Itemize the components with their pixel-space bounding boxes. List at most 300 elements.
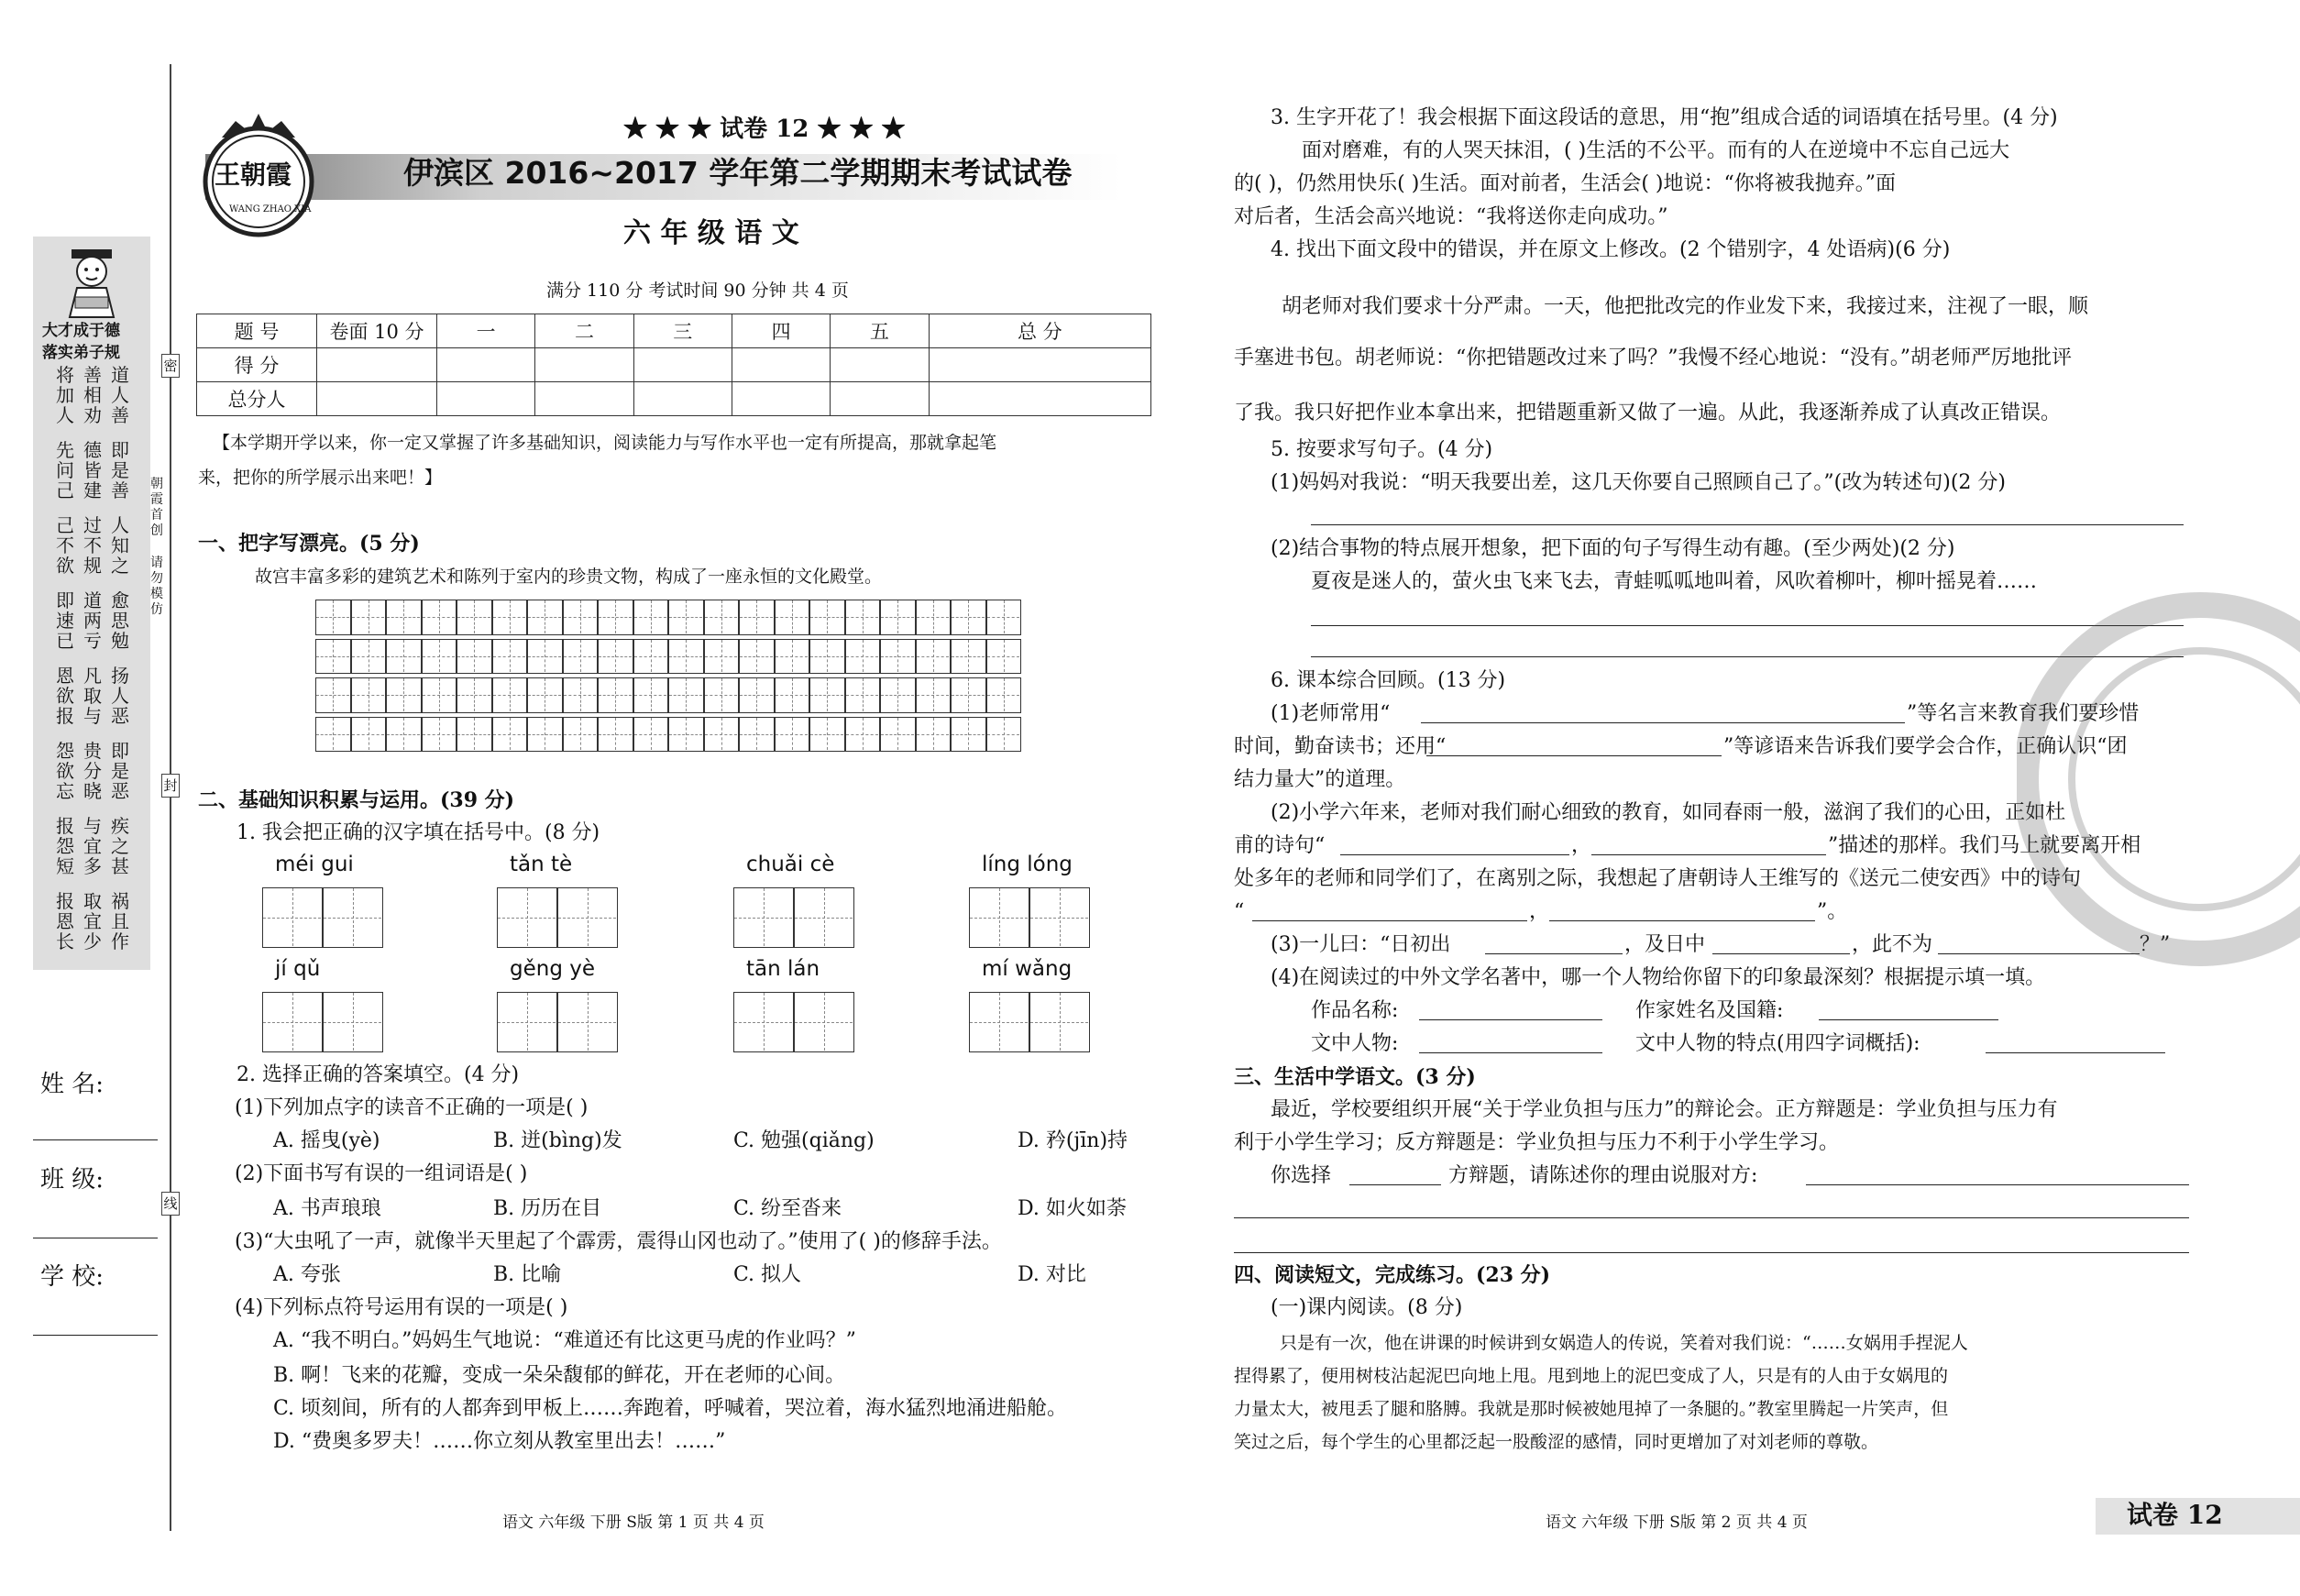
cell-guide bbox=[599, 656, 632, 657]
character-box[interactable] bbox=[262, 992, 323, 1052]
q6-2d: ”描述的那样。我们马上就要离开相 bbox=[1828, 834, 2141, 857]
writing-cell[interactable] bbox=[633, 717, 669, 753]
writing-cell[interactable] bbox=[492, 600, 528, 635]
character-box[interactable] bbox=[497, 887, 557, 948]
section-4-title: 四、阅读短文，完成练习。(23 分) bbox=[1234, 1263, 1551, 1287]
q6-1a: (1)老师常用“ bbox=[1271, 702, 1391, 725]
writing-cell[interactable] bbox=[386, 600, 422, 635]
writing-cell[interactable] bbox=[457, 677, 492, 713]
cell-guide bbox=[263, 1022, 321, 1023]
writing-cell[interactable] bbox=[916, 717, 952, 753]
slogan-2: 落实弟子规 bbox=[42, 344, 120, 362]
writing-cell[interactable] bbox=[704, 600, 740, 635]
score-header-cell: 总 分 bbox=[929, 314, 1150, 348]
writing-cell[interactable] bbox=[527, 600, 563, 635]
option[interactable]: A. 摇曳(yè) bbox=[273, 1129, 380, 1152]
cell-guide bbox=[669, 617, 702, 618]
writing-cell[interactable] bbox=[668, 677, 704, 713]
question-2-5: 5. 按要求写句子。(4 分) bbox=[1271, 438, 1493, 461]
score-header-cell: 二 bbox=[535, 314, 633, 348]
score-header-cell: 题 号 bbox=[197, 314, 317, 348]
option[interactable]: D. “费奥多罗夫！……你立刻从教室里出去！……” bbox=[273, 1430, 726, 1453]
q3-line-2: 的( )，仍然用快乐( )生活。面对前者，生活会( )地说：“你将被我抛弃。”面 bbox=[1234, 172, 1896, 195]
writing-cell[interactable] bbox=[351, 600, 387, 635]
motto-column: 即速已 bbox=[56, 589, 74, 652]
motto-column: 即是恶 bbox=[111, 740, 129, 802]
cell-guide bbox=[316, 656, 349, 657]
cell-guide bbox=[669, 656, 702, 657]
cell-guide bbox=[952, 617, 985, 618]
binding-line bbox=[170, 64, 171, 1531]
question-2-2-3: (3)“大虫吼了一声，就像半天里起了个霹雳，震得山冈也动了。”使用了( )的修辞手法。 bbox=[235, 1230, 1002, 1253]
writing-cell[interactable] bbox=[809, 717, 845, 753]
cell-guide bbox=[423, 617, 456, 618]
score-header-row bbox=[197, 314, 1151, 348]
score-cell[interactable] bbox=[535, 348, 633, 382]
cell-guide bbox=[705, 617, 738, 618]
writing-cell[interactable] bbox=[739, 639, 775, 675]
pinyin-label: gěng yè bbox=[510, 957, 595, 981]
cell-guide bbox=[705, 734, 738, 735]
motto-column: 扬人恶 bbox=[111, 665, 129, 727]
cell-guide bbox=[987, 656, 1020, 657]
subject-title: 六 年 级 语 文 bbox=[623, 217, 799, 249]
q5-2-text: 夏夜是迷人的，萤火虫飞来飞去，青蛙呱呱地叫着，风吹着柳叶，柳叶摇晃着…… bbox=[1311, 570, 2038, 593]
writing-cell[interactable] bbox=[916, 600, 952, 635]
character-box[interactable] bbox=[969, 887, 1029, 948]
cell-guide bbox=[987, 617, 1020, 618]
q6-3b: ，及日中 bbox=[1624, 933, 1706, 956]
cell-guide bbox=[776, 734, 809, 735]
school-field[interactable] bbox=[33, 1335, 158, 1336]
cell-guide bbox=[423, 734, 456, 735]
grader-cell[interactable] bbox=[437, 382, 535, 416]
answer-blank[interactable] bbox=[1252, 920, 1527, 921]
pinyin-label: líng lóng bbox=[982, 853, 1073, 876]
option[interactable]: C. 拟人 bbox=[733, 1263, 802, 1286]
writing-cell[interactable] bbox=[775, 717, 810, 753]
class-label: 班 级: bbox=[40, 1166, 105, 1194]
writing-cell[interactable] bbox=[739, 677, 775, 713]
writing-cell[interactable] bbox=[351, 677, 387, 713]
option[interactable]: D. 矜(jīn)持 bbox=[1018, 1129, 1128, 1152]
writing-cell[interactable] bbox=[422, 600, 457, 635]
writing-cell[interactable] bbox=[598, 639, 633, 675]
writing-cell[interactable] bbox=[422, 717, 457, 753]
cell-guide bbox=[987, 734, 1020, 735]
writing-cell[interactable] bbox=[563, 600, 599, 635]
section-1-title: 一、把字写漂亮。(5 分) bbox=[198, 532, 420, 556]
writing-cell[interactable] bbox=[704, 717, 740, 753]
writing-cell[interactable] bbox=[457, 717, 492, 753]
writing-cell[interactable] bbox=[845, 717, 881, 753]
score-cell[interactable] bbox=[317, 348, 437, 382]
exam-badge: ★ ★ ★ 试卷 12 ★ ★ ★ bbox=[623, 116, 906, 143]
q6-2f: “ bbox=[1234, 900, 1245, 923]
score-cell[interactable] bbox=[929, 348, 1150, 382]
cell-guide bbox=[1030, 1022, 1088, 1023]
writing-cell[interactable] bbox=[951, 639, 986, 675]
character-box[interactable] bbox=[323, 992, 383, 1052]
writing-cell[interactable] bbox=[704, 639, 740, 675]
cell-guide bbox=[599, 734, 632, 735]
seal-box-mid: 封 bbox=[161, 774, 180, 798]
writing-cell[interactable] bbox=[492, 677, 528, 713]
q4-line-2: 手塞进书包。胡老师说：“你把错题改过来了吗？”我慢不经心地说：“没有。”胡老师严厉地批评 bbox=[1234, 347, 2072, 369]
section-1-text: 故宫丰富多彩的建筑艺术和陈列于室内的珍贵文物，构成了一座永恒的文化殿堂。 bbox=[255, 567, 883, 587]
writing-cell[interactable] bbox=[916, 677, 952, 713]
exam-title: 伊滨区 2016~2017 学年第二学期期末考试试卷 bbox=[403, 155, 1073, 191]
writing-cell[interactable] bbox=[527, 677, 563, 713]
motto-column: 报恩长 bbox=[56, 890, 74, 952]
q6-4-work-label: 作品名称: bbox=[1311, 999, 1399, 1022]
cell-guide bbox=[528, 734, 561, 735]
pinyin-label: chuǎi cè bbox=[746, 853, 835, 876]
score-cell[interactable] bbox=[831, 348, 929, 382]
motto-column: 即是善 bbox=[111, 439, 129, 501]
cell-guide bbox=[1030, 918, 1088, 919]
cell-guide bbox=[917, 617, 950, 618]
option[interactable]: B. 比喻 bbox=[493, 1263, 562, 1286]
writing-cell[interactable] bbox=[951, 600, 986, 635]
cell-guide bbox=[795, 918, 853, 919]
cell-guide bbox=[881, 617, 914, 618]
footer-right: 语文 六年级 下册 S版 第 2 页 共 4 页 bbox=[1546, 1513, 1808, 1532]
writing-cell[interactable] bbox=[668, 639, 704, 675]
motto-column: 恩欲报 bbox=[56, 665, 74, 727]
cell-guide bbox=[669, 695, 702, 696]
grader-cell[interactable] bbox=[317, 382, 437, 416]
character-box[interactable] bbox=[969, 992, 1029, 1052]
writing-cell[interactable] bbox=[527, 639, 563, 675]
q6-2g: ， bbox=[1529, 900, 1550, 923]
character-box[interactable] bbox=[794, 887, 854, 948]
answer-line[interactable] bbox=[1234, 1217, 2189, 1218]
grader-cell[interactable] bbox=[831, 382, 929, 416]
motto-column: 先问己 bbox=[56, 439, 74, 501]
grader-cell[interactable] bbox=[929, 382, 1150, 416]
q4-line-3: 了我。我只好把作业本拿出来，把错题重新又做了一遍。从此，我逐渐养成了认真改正错误。 bbox=[1234, 402, 2062, 424]
motto-column: 德皆建 bbox=[83, 439, 102, 501]
writing-cell[interactable] bbox=[315, 677, 351, 713]
cell-guide bbox=[734, 1022, 792, 1023]
option[interactable]: A. “我不明白。”妈妈生气地说：“难道还有比这更马虎的作业吗？” bbox=[273, 1329, 856, 1352]
seal-box-top: 密 bbox=[161, 354, 180, 378]
writing-cell[interactable] bbox=[598, 717, 633, 753]
question-2-1: 1. 我会把正确的汉字填在括号中。(8 分) bbox=[237, 821, 600, 844]
question-2-3: 3. 生字开花了！我会根据下面这段话的意思，用“抱”组成合适的词语填在括号里。(4 分) bbox=[1271, 106, 2058, 129]
character-box[interactable] bbox=[497, 992, 557, 1052]
writing-cell[interactable] bbox=[809, 677, 845, 713]
cell-guide bbox=[493, 695, 526, 696]
q6-2a: (2)小学六年来，老师对我们耐心细致的教育，如同春雨一般，滋润了我们的心田，正如杜 bbox=[1271, 801, 2066, 824]
writing-cell[interactable] bbox=[351, 717, 387, 753]
intro-line-1: 【本学期开学以来，你一定又掌握了许多基础知识，阅读能力与写作水平也一定有所提高，那就拿起笔 bbox=[213, 433, 997, 453]
writing-cell[interactable] bbox=[739, 717, 775, 753]
motto-column: 将加人 bbox=[56, 364, 74, 426]
writing-cell[interactable] bbox=[845, 639, 881, 675]
cell-guide bbox=[528, 656, 561, 657]
question-2-2: 2. 选择正确的答案填空。(4 分) bbox=[237, 1063, 520, 1086]
motto-column: 取宜少 bbox=[83, 890, 102, 952]
cell-guide bbox=[881, 734, 914, 735]
sec3-choose: 你选择 bbox=[1271, 1164, 1332, 1187]
cell-guide bbox=[387, 734, 420, 735]
cell-guide bbox=[528, 695, 561, 696]
cell-guide bbox=[324, 918, 381, 919]
q4-line-1: 胡老师对我们要求十分严肃。一天，他把批改完的作业发下来，我接过来，注视了一眼，顺 bbox=[1282, 295, 2089, 318]
motto-column: 愈思勉 bbox=[111, 589, 129, 652]
answer-blank[interactable] bbox=[1485, 953, 1623, 954]
option[interactable]: D. 对比 bbox=[1018, 1263, 1086, 1286]
writing-cell[interactable] bbox=[457, 600, 492, 635]
pinyin-label: méi gui bbox=[275, 853, 354, 876]
answer-blank[interactable] bbox=[1421, 722, 1905, 723]
answer-line[interactable] bbox=[1311, 524, 2184, 525]
score-header-cell: 五 bbox=[831, 314, 929, 348]
pinyin-label: mí wǎng bbox=[982, 957, 1073, 981]
writing-cell[interactable] bbox=[880, 677, 916, 713]
writing-cell[interactable] bbox=[668, 717, 704, 753]
exam-meta: 满分 110 分 考试时间 90 分钟 共 4 页 bbox=[546, 281, 849, 301]
writing-cell[interactable] bbox=[739, 600, 775, 635]
option[interactable]: B. 啊！飞来的花瓣，变成一朵朵馥郁的鲜花，开在老师的心间。 bbox=[273, 1364, 846, 1387]
writing-cell[interactable] bbox=[986, 639, 1022, 675]
cell-guide bbox=[740, 695, 773, 696]
answer-blank[interactable] bbox=[1591, 854, 1826, 855]
passage-line: 只是有一次，他在讲课的时候讲到女娲造人的传说，笑着对我们说：“……女娲用手捏泥人 bbox=[1280, 1333, 1968, 1353]
writing-cell[interactable] bbox=[986, 717, 1022, 753]
sec3-line-2: 利于小学生学习；反方辩题是：学业负担与压力不利于小学生学习。 bbox=[1234, 1131, 1840, 1154]
slogan-1: 大才成于德 bbox=[42, 322, 120, 340]
cell-guide bbox=[558, 1022, 616, 1023]
motto-column: 与宜多 bbox=[83, 815, 102, 877]
character-box[interactable] bbox=[323, 887, 383, 948]
writing-cell[interactable] bbox=[527, 717, 563, 753]
question-2-6: 6. 课本综合回顾。(13 分) bbox=[1271, 669, 1506, 692]
writing-cell[interactable] bbox=[598, 600, 633, 635]
writing-cell[interactable] bbox=[880, 717, 916, 753]
cell-guide bbox=[740, 734, 773, 735]
character-box[interactable] bbox=[794, 992, 854, 1052]
writing-cell[interactable] bbox=[633, 677, 669, 713]
score-cell[interactable] bbox=[732, 348, 830, 382]
cell-guide bbox=[634, 695, 667, 696]
passage-line: 笑过之后，每个学生的心里都泛起一股酸涩的感情，同时更增加了对刘老师的尊敬。 bbox=[1234, 1432, 1879, 1452]
q5-2: (2)结合事物的特点展开想象，把下面的句子写得生动有趣。(至少两处)(2 分) bbox=[1271, 537, 1955, 560]
name-field[interactable] bbox=[33, 1139, 158, 1140]
cell-guide bbox=[316, 695, 349, 696]
answer-blank[interactable] bbox=[1426, 755, 1722, 756]
writing-cell[interactable] bbox=[986, 677, 1022, 713]
cell-guide bbox=[423, 695, 456, 696]
cell-guide bbox=[970, 1022, 1028, 1023]
cell-guide bbox=[564, 734, 597, 735]
character-box[interactable] bbox=[1029, 992, 1090, 1052]
grader-cell[interactable] bbox=[732, 382, 830, 416]
cell-guide bbox=[952, 656, 985, 657]
writing-cell[interactable] bbox=[845, 600, 881, 635]
writing-cell[interactable] bbox=[668, 600, 704, 635]
motto-column: 疾之甚 bbox=[111, 815, 129, 877]
answer-blank[interactable] bbox=[1419, 1019, 1602, 1020]
score-table bbox=[196, 314, 1151, 416]
q6-4: (4)在阅读过的中外文学名著中，哪一个人物给你留下的印象最深刻？根据提示填一填。 bbox=[1271, 966, 2046, 989]
cell-guide bbox=[352, 656, 385, 657]
writing-cell[interactable] bbox=[315, 639, 351, 675]
writing-cell[interactable] bbox=[422, 639, 457, 675]
writing-cell[interactable] bbox=[809, 600, 845, 635]
writing-cell[interactable] bbox=[563, 639, 599, 675]
cell-guide bbox=[493, 656, 526, 657]
cell-guide bbox=[316, 617, 349, 618]
grader-cell[interactable] bbox=[535, 382, 633, 416]
name-label: 姓 名: bbox=[40, 1071, 105, 1098]
option[interactable]: C. 勉强(qiǎng) bbox=[733, 1129, 875, 1152]
motto-column: 道两亏 bbox=[83, 589, 102, 652]
character-box[interactable] bbox=[733, 887, 794, 948]
writing-cell[interactable] bbox=[633, 600, 669, 635]
motto-column: 道人善 bbox=[111, 364, 129, 426]
option[interactable]: C. 顷刻间，所有的人都奔到甲板上……奔跑着，呼喊着，哭泣着，海水猛烈地涌进船舱。 bbox=[273, 1397, 1068, 1420]
q6-3a: (3)一儿曰：“日初出 bbox=[1271, 933, 1451, 956]
character-box[interactable] bbox=[1029, 887, 1090, 948]
writing-cell[interactable] bbox=[809, 639, 845, 675]
side-choice-blank[interactable] bbox=[1349, 1184, 1441, 1185]
cell-guide bbox=[881, 656, 914, 657]
q6-1b: ”等名言来教育我们要珍惜 bbox=[1907, 702, 2140, 725]
pinyin-label: jí qǔ bbox=[275, 957, 321, 981]
cell-guide bbox=[558, 918, 616, 919]
writing-cell[interactable] bbox=[422, 677, 457, 713]
writing-cell[interactable] bbox=[775, 639, 810, 675]
writing-cell[interactable] bbox=[563, 677, 599, 713]
option[interactable]: B. 历历在目 bbox=[493, 1197, 602, 1220]
character-box[interactable] bbox=[733, 992, 794, 1052]
cell-guide bbox=[846, 695, 879, 696]
cell-guide bbox=[457, 656, 490, 657]
writing-cell[interactable] bbox=[880, 639, 916, 675]
cell-guide bbox=[987, 695, 1020, 696]
writing-cell[interactable] bbox=[633, 639, 669, 675]
writing-cell[interactable] bbox=[315, 717, 351, 753]
writing-cell[interactable] bbox=[880, 600, 916, 635]
q3-line-3: 对后者，生活会高兴地说：“我将送你走向成功。” bbox=[1234, 205, 1668, 228]
writing-cell[interactable] bbox=[386, 677, 422, 713]
cell-guide bbox=[352, 695, 385, 696]
writing-cell[interactable] bbox=[775, 600, 810, 635]
q6-2b: 甫的诗句“ bbox=[1234, 834, 1326, 857]
cell-guide bbox=[498, 1022, 556, 1023]
writing-cell[interactable] bbox=[563, 717, 599, 753]
score-cell[interactable] bbox=[437, 348, 535, 382]
answer-line[interactable] bbox=[1234, 1252, 2189, 1253]
writing-cell[interactable] bbox=[386, 717, 422, 753]
cell-guide bbox=[734, 918, 792, 919]
answer-blank[interactable] bbox=[1819, 1019, 1998, 1020]
writing-cell[interactable] bbox=[951, 677, 986, 713]
answer-blank[interactable] bbox=[1712, 953, 1850, 954]
writing-cell[interactable] bbox=[386, 639, 422, 675]
cell-guide bbox=[493, 617, 526, 618]
cell-guide bbox=[810, 617, 843, 618]
seal-box-bot: 线 bbox=[161, 1192, 180, 1216]
motto-column: 报怨短 bbox=[56, 815, 74, 877]
answer-line[interactable] bbox=[1806, 1184, 2189, 1185]
q6-2h: ”。 bbox=[1817, 900, 1848, 923]
answer-blank[interactable] bbox=[1419, 1052, 1602, 1053]
character-box[interactable] bbox=[262, 887, 323, 948]
cell-guide bbox=[387, 656, 420, 657]
cell-guide bbox=[917, 734, 950, 735]
q6-2c: ， bbox=[1571, 834, 1592, 857]
writing-cell[interactable] bbox=[315, 600, 351, 635]
writing-cell[interactable] bbox=[775, 677, 810, 713]
cell-guide bbox=[917, 656, 950, 657]
grader-cell[interactable] bbox=[633, 382, 732, 416]
cell-guide bbox=[810, 695, 843, 696]
q6-2e: 处多年的老师和同学们了，在离别之际，我想起了唐朝诗人王维写的《送元二使安西》中的诗句 bbox=[1234, 867, 2082, 890]
cell-guide bbox=[705, 695, 738, 696]
cell-guide bbox=[740, 617, 773, 618]
answer-blank[interactable] bbox=[1986, 1052, 2165, 1053]
writing-cell[interactable] bbox=[457, 639, 492, 675]
option[interactable]: C. 纷至沓来 bbox=[733, 1197, 842, 1220]
option[interactable]: D. 如火如荼 bbox=[1018, 1197, 1127, 1220]
cell-guide bbox=[352, 617, 385, 618]
cell-guide bbox=[493, 734, 526, 735]
motto-column: 祸且作 bbox=[111, 890, 129, 952]
score-header-cell: 四 bbox=[732, 314, 830, 348]
motto-column: 凡取与 bbox=[83, 665, 102, 727]
pinyin-label: tān lán bbox=[746, 957, 820, 981]
score-cell[interactable] bbox=[633, 348, 732, 382]
cell-guide bbox=[776, 617, 809, 618]
cell-guide bbox=[387, 617, 420, 618]
answer-blank[interactable] bbox=[1549, 920, 1815, 921]
passage-line: 捏得累了，便用树枝沾起泥巴向地上甩。甩到地上的泥巴变成了人，只是有的人由于女娲甩的 bbox=[1234, 1366, 1949, 1386]
writing-cell[interactable] bbox=[951, 717, 986, 753]
character-box[interactable] bbox=[557, 887, 618, 948]
score-header-cell: 一 bbox=[437, 314, 535, 348]
motto-column: 人知之 bbox=[111, 514, 129, 577]
option[interactable]: A. 书声琅琅 bbox=[273, 1197, 381, 1220]
cell-guide bbox=[564, 695, 597, 696]
cell-guide bbox=[970, 918, 1028, 919]
intro-line-2: 来，把你的所学展示出来吧！】 bbox=[198, 468, 443, 488]
score-row bbox=[197, 348, 1151, 382]
cell-guide bbox=[352, 734, 385, 735]
writing-cell[interactable] bbox=[845, 677, 881, 713]
option[interactable]: A. 夸张 bbox=[273, 1263, 341, 1286]
q6-1c: 时间，勤奋读书；还用“ bbox=[1234, 735, 1447, 758]
option[interactable]: B. 迸(bìng)发 bbox=[493, 1129, 622, 1152]
answer-blank[interactable] bbox=[1340, 854, 1569, 855]
question-2-2-4: (4)下列标点符号运用有误的一项是( ) bbox=[235, 1296, 568, 1319]
writing-cell[interactable] bbox=[492, 639, 528, 675]
writing-cell[interactable] bbox=[492, 717, 528, 753]
writing-cell[interactable] bbox=[986, 600, 1022, 635]
writing-cell[interactable] bbox=[598, 677, 633, 713]
q5-1: (1)妈妈对我说：“明天我要出差，这几天你要自己照顾自己了。”(改为转述句)(2 分) bbox=[1271, 471, 2006, 494]
pinyin-label: tǎn tè bbox=[510, 853, 573, 876]
grader-row-label: 总分人 bbox=[197, 382, 317, 416]
writing-cell[interactable] bbox=[351, 639, 387, 675]
grader-row bbox=[197, 382, 1151, 416]
writing-cell[interactable] bbox=[704, 677, 740, 713]
writing-cell[interactable] bbox=[916, 639, 952, 675]
character-box[interactable] bbox=[557, 992, 618, 1052]
